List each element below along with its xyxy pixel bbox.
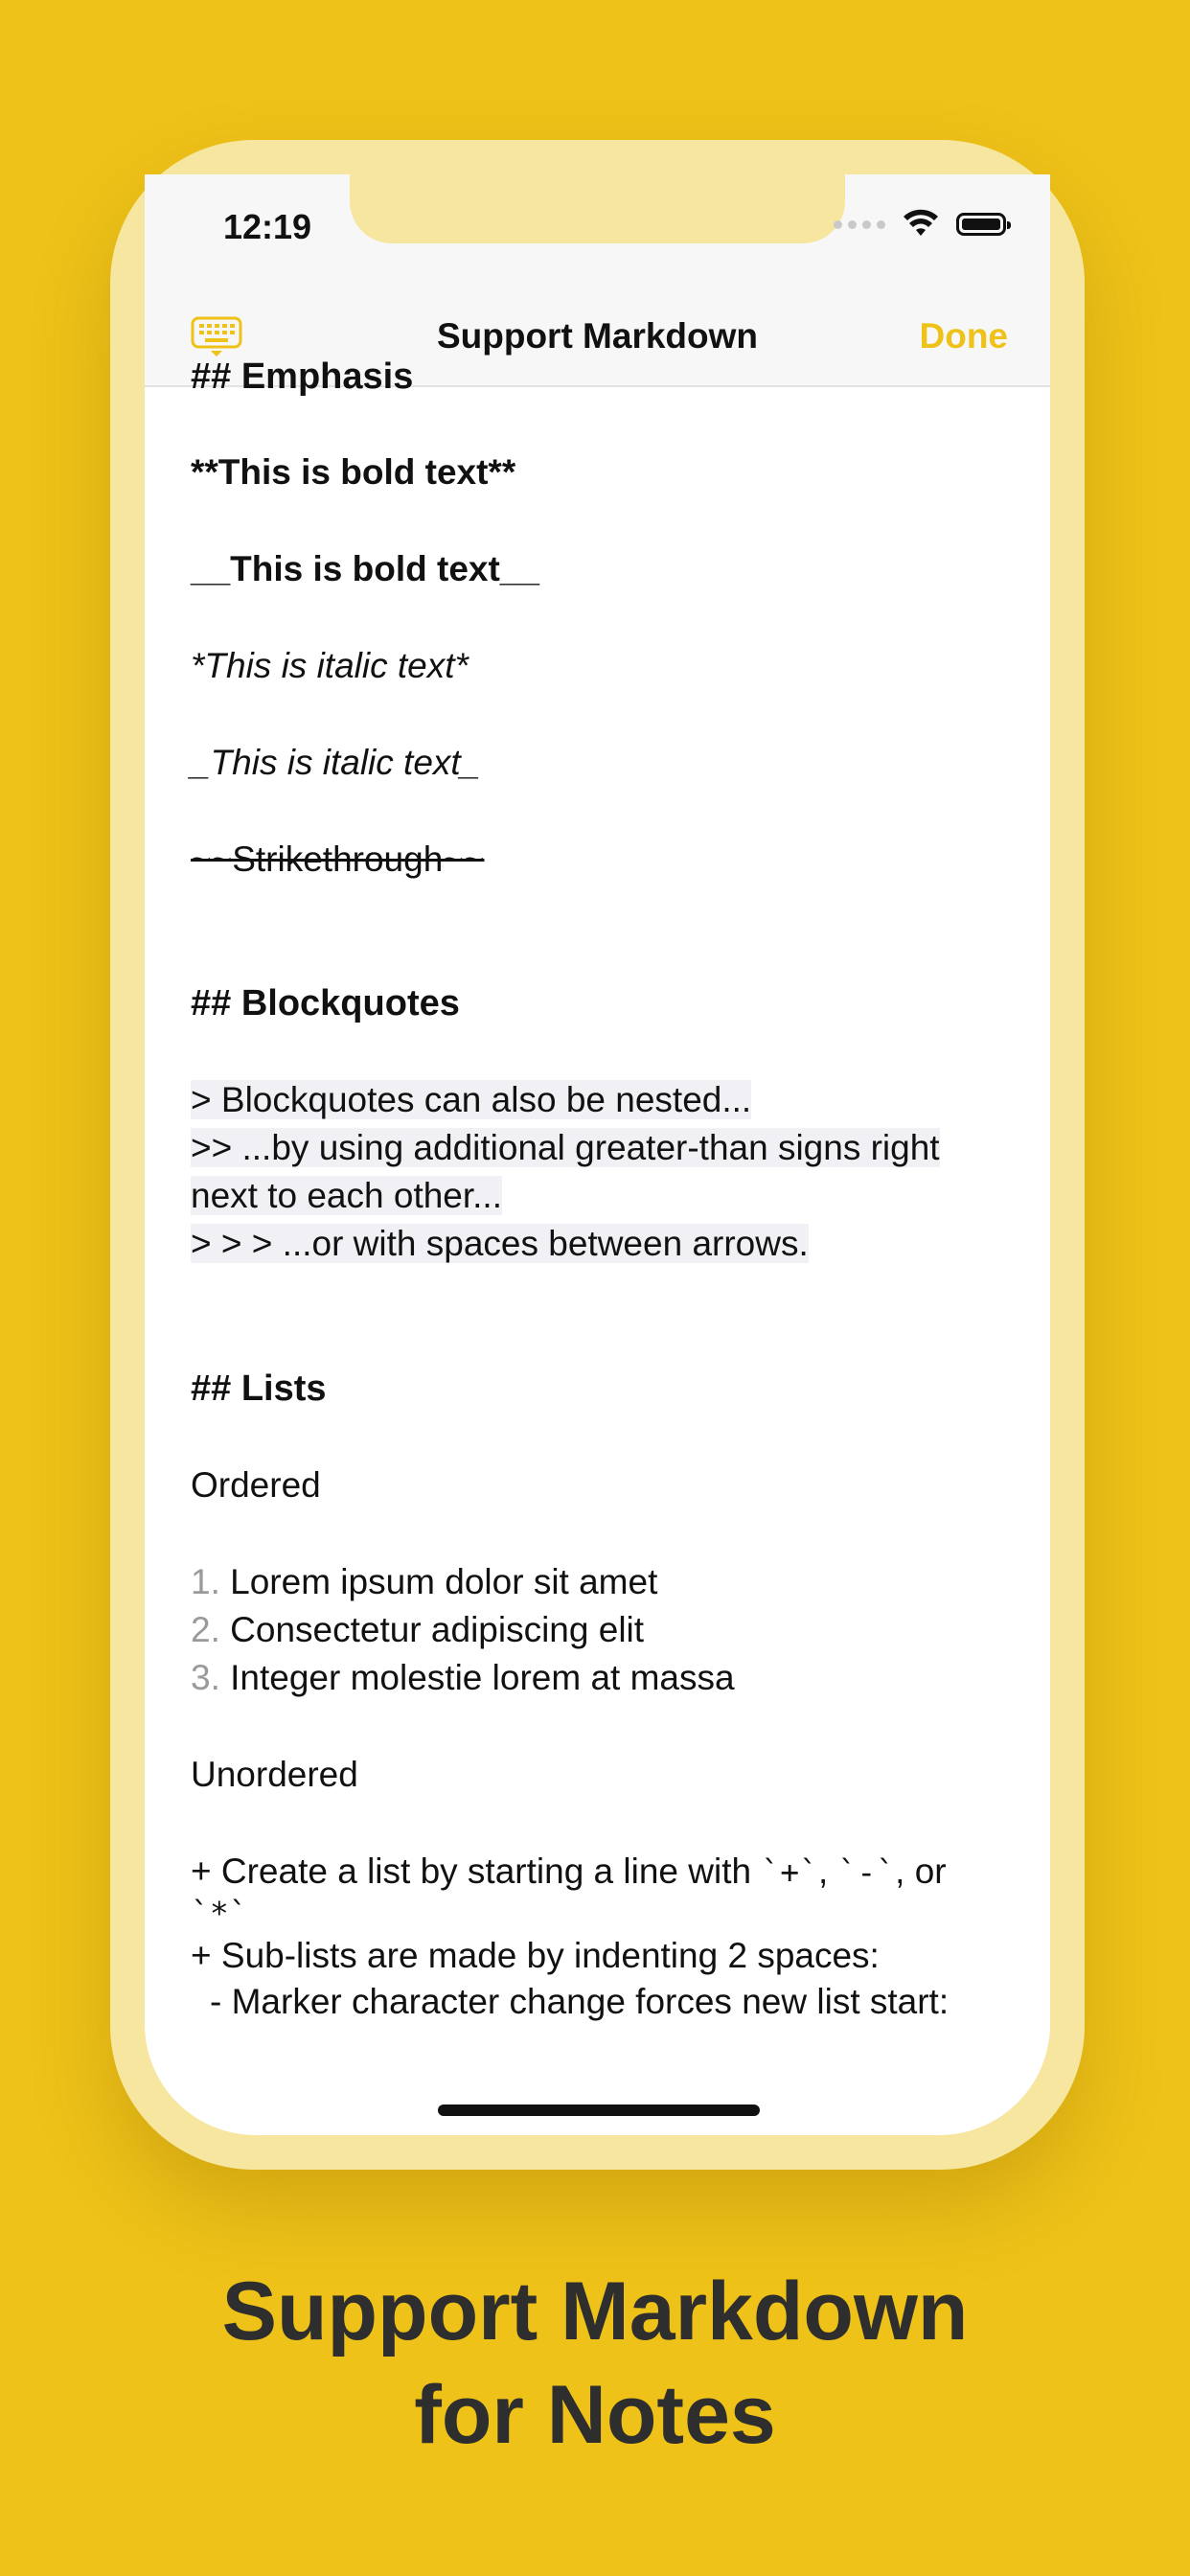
blockquote-line-4: > > > ...or with spaces between arrows. [191, 1224, 809, 1263]
status-bar [145, 174, 1050, 289]
bold-text-1: **This is bold text** [191, 452, 516, 492]
bold-text-2: __This is bold text__ [191, 549, 539, 588]
caption-line-2: for Notes [414, 2369, 776, 2461]
promo-caption [0, 2260, 1190, 2467]
list-item: 2. Consectetur adipiscing elit [191, 1610, 645, 1649]
unordered-item-2: + Sub-lists are made by indenting 2 spaces: [191, 1936, 880, 1975]
emphasis-heading: ## Emphasis [191, 356, 414, 397]
phone-screen [145, 174, 1050, 2135]
notch [350, 174, 845, 243]
unordered-item-1-cont: `*` [191, 1895, 248, 1932]
status-time: 12:19 [223, 207, 312, 246]
lists-heading: ## Lists [191, 1368, 327, 1409]
blockquote-line-1: > Blockquotes can also be nested... [191, 1080, 752, 1119]
list-item: 3. Integer molestie lorem at massa [191, 1658, 735, 1697]
phone-frame [110, 140, 1085, 2170]
ordered-label: Ordered [191, 1465, 321, 1505]
italic-text-2: _This is italic text_ [191, 743, 481, 782]
cellular-dots-icon [834, 220, 885, 229]
done-button[interactable]: Done [919, 316, 1008, 356]
battery-icon [956, 213, 1006, 236]
unordered-label: Unordered [191, 1755, 358, 1794]
status-icons [834, 211, 1006, 238]
list-item: 1. Lorem ipsum dolor sit amet [191, 1562, 658, 1601]
wifi-icon [903, 211, 939, 238]
unordered-item-1: + Create a list by starting a line with `+`, `-`, or [191, 1852, 947, 1891]
blockquote-line-3: next to each other... [191, 1176, 502, 1215]
unordered-item-3: - Marker character change forces new list start: [210, 1982, 950, 2021]
strikethrough-text: ~~Strikethrough~~ [191, 840, 485, 879]
blockquotes-heading: ## Blockquotes [191, 983, 460, 1024]
home-indicator[interactable] [438, 2104, 760, 2116]
nav-title: Support Markdown [436, 316, 759, 356]
italic-text-1: *This is italic text* [191, 646, 469, 685]
note-editor[interactable] [191, 356, 1012, 2078]
blockquote-line-2: >> ...by using additional greater-than signs right [191, 1128, 940, 1167]
caption-line-1: Support Markdown [221, 2266, 969, 2358]
